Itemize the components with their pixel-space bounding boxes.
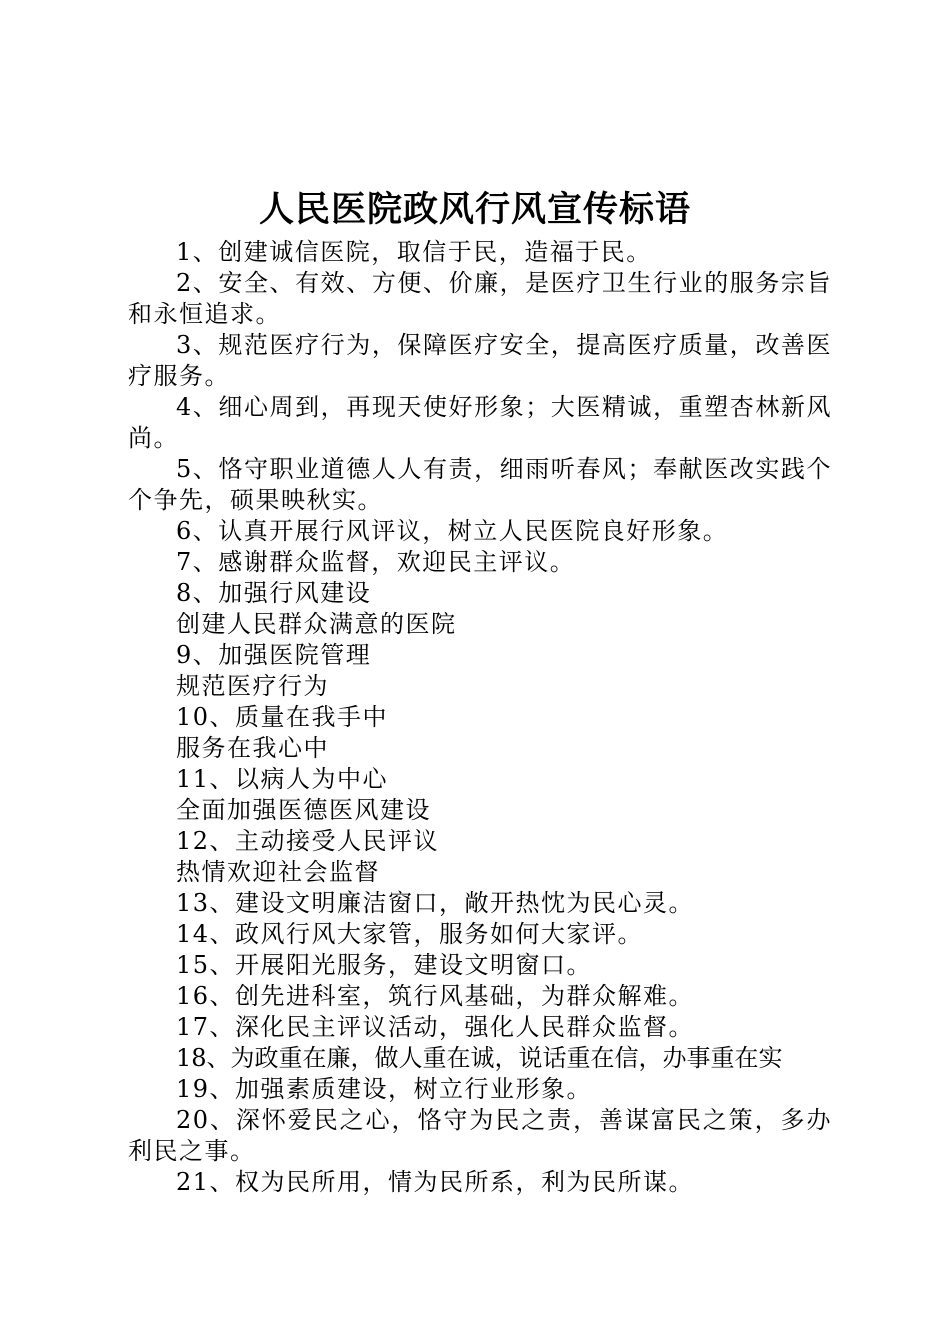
page-title: 人民医院政风行风宣传标语 bbox=[258, 189, 691, 230]
slogan-line: 19、加强素质建设，树立行业形象。 bbox=[176, 1075, 593, 1103]
slogan-line: 20、深怀爱民之心，恪守为民之责，善谋富民之策，多办利民之事。 bbox=[128, 1106, 832, 1165]
slogan-line: 13、建设文明廉洁窗口，敞开热忱为民心灵。 bbox=[176, 889, 695, 917]
slogan-line: 17、深化民主评议活动，强化人民群众监督。 bbox=[176, 1013, 695, 1041]
slogan-line: 2、安全、有效、方便、价廉，是医疗卫生行业的服务宗旨和永恒追求。 bbox=[128, 269, 832, 328]
slogan-line: 8、加强行风建设 bbox=[176, 579, 372, 607]
slogan-line: 6、认真开展行风评议，树立人民医院良好形象。 bbox=[176, 517, 729, 545]
slogan-line: 10、质量在我手中 bbox=[176, 703, 389, 731]
slogan-line: 1、创建诚信医院，取信于民，造福于民。 bbox=[176, 238, 652, 266]
slogan-line: 14、政风行风大家管，服务如何大家评。 bbox=[176, 920, 644, 948]
slogan-line: 创建人民群众满意的医院 bbox=[176, 610, 457, 638]
slogan-line: 12、主动接受人民评议 bbox=[176, 827, 440, 855]
slogan-line: 4、细心周到，再现天使好形象；大医精诚，重塑杏林新风尚。 bbox=[128, 393, 832, 452]
slogan-line: 18、为政重在廉，做人重在诚，说话重在信，办事重在实 bbox=[176, 1044, 783, 1072]
slogan-line: 15、开展阳光服务，建设文明窗口。 bbox=[176, 951, 593, 979]
slogan-line: 规范医疗行为 bbox=[176, 672, 329, 700]
slogan-line: 5、恪守职业道德人人有责，细雨听春风；奉献医改实践个个争先，硕果映秋实。 bbox=[128, 455, 832, 514]
slogan-line: 9、加强医院管理 bbox=[176, 641, 372, 669]
slogan-line: 7、感谢群众监督，欢迎民主评议。 bbox=[176, 548, 576, 576]
slogan-line: 服务在我心中 bbox=[176, 734, 329, 762]
slogan-line: 热情欢迎社会监督 bbox=[176, 858, 380, 886]
slogan-list bbox=[128, 237, 832, 1198]
slogan-line: 3、规范医疗行为，保障医疗安全，提高医疗质量，改善医疗服务。 bbox=[128, 331, 832, 390]
slogan-line: 全面加强医德医风建设 bbox=[176, 796, 431, 824]
slogan-line: 11、以病人为中心 bbox=[176, 765, 389, 793]
slogan-line: 21、权为民所用，情为民所系，利为民所谋。 bbox=[176, 1168, 695, 1196]
slogan-line: 16、创先进科室，筑行风基础，为群众解难。 bbox=[176, 982, 695, 1010]
